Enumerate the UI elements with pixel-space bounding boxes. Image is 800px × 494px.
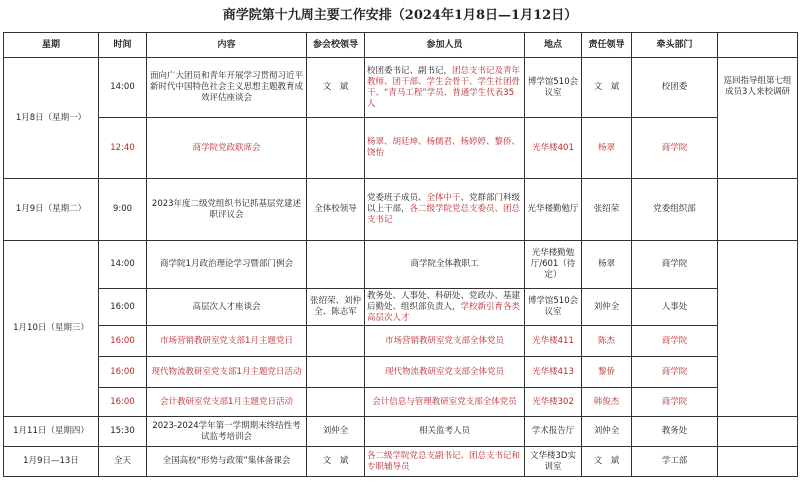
location-cell: 光华楼302	[525, 388, 582, 417]
location-cell: 博学馆510会议室	[525, 58, 582, 118]
content-cell: 2023-2024学年第一学期期末终结性考试监考培训会	[147, 417, 307, 447]
note-cell	[718, 241, 798, 417]
day-cell: 1月9日—13日	[4, 447, 99, 477]
time-cell: 16:00	[99, 388, 147, 417]
content-cell: 高层次人才座谈会	[147, 289, 307, 326]
leader-cell	[307, 241, 365, 289]
time-cell: 14:00	[99, 241, 147, 289]
location-cell: 博学馆510会议室	[525, 289, 582, 326]
leader-cell: 全体校领导	[307, 179, 365, 241]
leader-cell: 刘仲全	[307, 417, 365, 447]
content-cell: 现代物流教研室党支部1月主题党日活动	[147, 357, 307, 388]
note-cell	[718, 179, 798, 241]
time-cell: 16:00	[99, 326, 147, 357]
leader-cell	[307, 326, 365, 357]
leader-cell: 文 斌	[307, 447, 365, 477]
content-cell: 商学院党政联席会	[147, 118, 307, 179]
responsible-cell: 陈杰	[582, 326, 632, 357]
leader-cell	[307, 388, 365, 417]
location-cell: 文华楼3D实训室	[525, 447, 582, 477]
header-department: 牵头部门	[632, 33, 718, 58]
department-cell: 商学院	[632, 241, 718, 289]
content-cell: 2023年度二级党组织书记抓基层党建述职评议会	[147, 179, 307, 241]
responsible-cell: 刘仲全	[582, 417, 632, 447]
content-cell: 市场营销教研室党支部1月主题党日	[147, 326, 307, 357]
responsible-cell: 杨翠	[582, 118, 632, 179]
table-row	[4, 58, 798, 118]
header-location: 地点	[525, 33, 582, 58]
table-row	[4, 289, 798, 326]
participants-cell: 各二级学院党总支副书记、团总支书记和专职辅导员	[365, 447, 525, 477]
responsible-cell: 张绍荣	[582, 179, 632, 241]
responsible-cell: 文 斌	[582, 58, 632, 118]
table-row	[4, 417, 798, 447]
department-cell: 学工部	[632, 447, 718, 477]
header-note	[718, 33, 798, 58]
participants-cell: 现代物流教研室党支部全体党员	[365, 357, 525, 388]
content-cell: 面向广大团员和青年开展学习贯彻习近平新时代中国特色社会主义思想主题教育成效评估座谈会	[147, 58, 307, 118]
day-cell: 1月11日（星期四）	[4, 417, 99, 447]
day-cell: 1月8日（星期一）	[4, 58, 99, 179]
participants-cell: 商学院全体教职工	[365, 241, 525, 289]
note-cell	[718, 417, 798, 447]
table-row	[4, 326, 798, 357]
location-cell: 光华楼401	[525, 118, 582, 179]
table-row	[4, 388, 798, 417]
table-row	[4, 357, 798, 388]
participants-cell: 市场营销教研室党支部全体党员	[365, 326, 525, 357]
header-time: 时间	[99, 33, 147, 58]
note-cell	[718, 447, 798, 477]
content-cell: 全国高校“形势与政策”集体备课会	[147, 447, 307, 477]
responsible-cell: 韩俊杰	[582, 388, 632, 417]
location-cell: 学术报告厅	[525, 417, 582, 447]
time-cell: 全天	[99, 447, 147, 477]
header-leader: 参会校领导	[307, 33, 365, 58]
leader-cell	[307, 118, 365, 179]
responsible-cell: 文 斌	[582, 447, 632, 477]
header-responsible: 责任领导	[582, 33, 632, 58]
table-row	[4, 241, 798, 289]
table-row	[4, 179, 798, 241]
leader-cell: 文 斌	[307, 58, 365, 118]
department-cell: 商学院	[632, 118, 718, 179]
schedule-table	[3, 32, 798, 477]
table-row	[4, 447, 798, 477]
time-cell: 14:00	[99, 58, 147, 118]
location-cell: 光华楼411	[525, 326, 582, 357]
participants-cell: 会计信息与管理教研室党支部全体党员	[365, 388, 525, 417]
location-cell: 光华楼413	[525, 357, 582, 388]
location-cell: 光华楼勤勉厅	[525, 179, 582, 241]
day-cell: 1月10日（星期三）	[4, 241, 99, 417]
department-cell: 教务处	[632, 417, 718, 447]
leader-cell: 张绍荣、刘仲全、陈志军	[307, 289, 365, 326]
department-cell: 党委组织部	[632, 179, 718, 241]
department-cell: 校团委	[632, 58, 718, 118]
responsible-cell: 刘仲全	[582, 289, 632, 326]
responsible-cell: 杨翠	[582, 241, 632, 289]
content-cell: 商学院1月政治理论学习暨部门例会	[147, 241, 307, 289]
page-title: 商学院第十九周主要工作安排（2024年1月8日—1月12日）	[222, 8, 578, 23]
department-cell: 人事处	[632, 289, 718, 326]
participants-cell: 党委班子成员、全体中干、党群部门科级以上干部，各二级学院党总支委员、团总支书记	[365, 179, 525, 241]
header-day: 星期	[4, 33, 99, 58]
time-cell: 9:00	[99, 179, 147, 241]
participants-cell: 教务处、人事处、科研处、党政办、基建后勤处、组织部负责人，学校新引育各类高层次人才	[365, 289, 525, 326]
header-content: 内容	[147, 33, 307, 58]
department-cell: 商学院	[632, 388, 718, 417]
content-cell: 会计教研室党支部1月主题党日活动	[147, 388, 307, 417]
table-row	[4, 118, 798, 179]
note-cell: 巡回指导组第七组成员3人来校调研	[718, 58, 798, 179]
time-cell: 15:30	[99, 417, 147, 447]
time-cell: 12:40	[99, 118, 147, 179]
participants-cell: 杨翠、胡廷坤、杨儒君、杨婷婷、黎侨、饶怡	[365, 118, 525, 179]
department-cell: 商学院	[632, 326, 718, 357]
header-row	[4, 33, 798, 58]
time-cell: 16:00	[99, 289, 147, 326]
time-cell: 16:00	[99, 357, 147, 388]
responsible-cell: 黎侨	[582, 357, 632, 388]
leader-cell	[307, 357, 365, 388]
day-cell: 1月9日（星期二）	[4, 179, 99, 241]
header-participants: 参加人员	[365, 33, 525, 58]
participants-cell: 校团委书记、副书记，团总支书记及青年教师、团干部、学生会骨干、学生社团骨干、“青马工程”学员、普通学生代表35人	[365, 58, 525, 118]
location-cell: 光华楼勤勉厅/601（待定）	[525, 241, 582, 289]
participants-cell: 相关监考人员	[365, 417, 525, 447]
department-cell: 商学院	[632, 357, 718, 388]
